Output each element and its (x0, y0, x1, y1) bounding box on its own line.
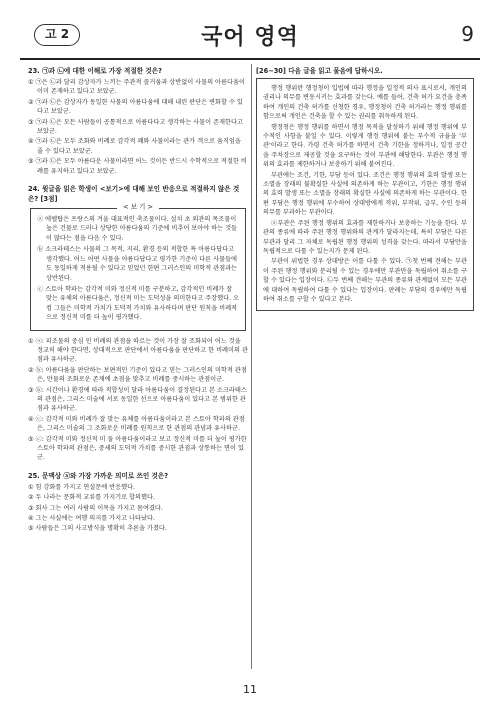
choice-item[interactable] (28, 78, 248, 97)
choice-text: ㉠과 ㉡은 모두 조화와 비례로 감각적 쾌와 사물이라는 관가 객으로 움직임을 줄 수 있다고 보았군. (35, 138, 241, 155)
choice-text: 그는 사실에는 여행 의지를 가지고 나타났다. (35, 515, 155, 523)
choice-text: ⓑ: 시간이나 환경에 따라 적합성이 달라 아름다움이 결정된다고 본 소크라테스의 관점은, 그리스 미술에 서로 동일한 선으로 아름다움이 있다고 본 범위한 관점과 유사하군. (35, 386, 247, 413)
choice-mark: ③ (28, 504, 34, 512)
choice-item[interactable] (28, 337, 248, 365)
choice-item[interactable] (28, 435, 248, 463)
choice-item[interactable] (28, 366, 248, 385)
choice-text: ⓐ: 피조물의 중심 인 비례의 관점을 따르는 것이 가장 잘 조화되어 어느 것을 정교히 해야 한다면, 상대적으로 판단에서 아름다움을 판단하고 한 비례미의 관점과 유사하군. (35, 337, 248, 364)
choice-item[interactable] (28, 118, 248, 137)
passage-paragraph: 행정 행위란 행정청이 입법에 따라 행정을 일정적 의사 표시로서, 개인의 권리나 의무를 변동시키는 효과를 갖는다. 예를 들어, 건축 허가 요건을 충족하여 개인의 건축 허가를 신청한 경우, 행정청이 건축 허가라는 행정 행위를 함으로써 개인은 건축을 할 수 있는 권리를 취득하게 된다. (263, 85, 467, 121)
bogi-item (37, 245, 239, 283)
choice-mark: ⑤ (28, 525, 34, 533)
choice-item[interactable] (28, 98, 248, 117)
choice-item[interactable] (28, 157, 248, 176)
right-column (256, 66, 474, 311)
bogi-item (37, 215, 239, 243)
bogi-text: 스토아 학파는 감각적 미와 정신적 미를 구분하고, 감각적인 비례가 잘 맞는 유체의 아름다움은, 정신적 미는 도덕성을 의미한다고 주장했다. 오컴 그들은 미학적 가치가 도덕적 가치와 유사하다며 판단 원칙을 비례적으로 정신적 미를 더 높이 평가했다. (45, 285, 240, 322)
choice-mark: ④ (28, 415, 34, 423)
header-page-number: 9 (461, 22, 474, 46)
choice-text: 힘 강화를 가지고 연설문에 반응했다. (35, 483, 136, 491)
header-rule (20, 58, 480, 60)
choice-item[interactable] (28, 493, 248, 502)
passage-title: [26~30] 다음 글을 읽고 물음에 답하시오. (256, 67, 383, 75)
bogi-mark: ⓑ (37, 246, 44, 254)
choice-item[interactable] (28, 514, 248, 523)
choice-item[interactable] (28, 415, 248, 434)
choice-text: ㉠과 ㉡은 감상자가 동일한 사물의 아름다움에 대해 내린 판단은 변화할 수 있다고 보았군. (35, 98, 243, 116)
choice-mark: ② (28, 494, 34, 502)
choice-mark: ② (28, 366, 34, 374)
choice-text: 두 나라는 문화적 교류를 가지기로 합의했다. (35, 494, 155, 502)
question-title: 23. ㉠과 ㉡에 대한 이해로 가장 적절한 것은? (28, 67, 162, 75)
bogi-mark: ⓒ (37, 285, 44, 293)
choice-mark: ① (28, 483, 34, 491)
choice-mark: ⑤ (28, 435, 34, 443)
question-24 (28, 184, 248, 463)
choice-text: 회사 그는 여러 사람의 이목을 가지고 몸여겼다. (35, 504, 163, 512)
bogi-item (37, 285, 239, 323)
choice-item[interactable] (28, 504, 248, 513)
choice-list (28, 337, 248, 463)
bogi-box (30, 203, 246, 330)
question-25 (28, 471, 248, 534)
choice-text: ⓒ: 감각적 미와 정신적 미 둘 아름다움이라고 보고 정신적 미를 더 높이 평가한 스토아 학파의 관점은, 중세의 도덕적 가치를 중시한 관점과 상통하는 면이 있군. (35, 435, 247, 462)
passage-paragraph: 부관에는 조건, 기한, 부담 등이 있다. 조건은 행정 행위의 효력 발생 또는 소멸을 장래의 불확실한 사실에 의존하게 하는 부관이고, 기한은 행정 행위의 효력 발생 또는 소멸을 장래의 확실한 사실에 의존하게 하는 부관이다. 한편 부담은 행정 행위에 부수하여 상대방에게 작위, 부작위, 급부, 수인 등의 의무를 부과하는 부관이다. (263, 171, 467, 217)
choice-text: ㉠과 ㉡은 모두 아름다운 사물이라면 어느 것이든 반드시 수학적으로 적절한 비례를 유지하고 있다고 보았군. (35, 158, 247, 175)
page-header (20, 20, 480, 54)
choice-mark: ① (28, 79, 34, 86)
choice-text: ㉠과 ㉡은 모든 사람들이 공통적으로 아름다다고 생각하는 사물이 존재한다고 보았군. (35, 118, 243, 136)
choice-item[interactable] (28, 483, 248, 492)
choice-text: 사람들은 그의 사고방식을 명확히 추론을 가졌다. (35, 525, 167, 533)
choice-mark: ④ (28, 515, 34, 523)
choice-mark: ② (28, 98, 34, 106)
choice-item[interactable] (28, 386, 248, 414)
left-column (28, 66, 248, 542)
column-divider (251, 64, 252, 669)
choice-list (28, 78, 248, 176)
choice-list (28, 483, 248, 534)
choice-item[interactable] (28, 137, 248, 156)
choice-text: ⓑ: 아름다움을 판단하는 보편적인 기준이 있다고 믿는 그러스인의 미학적 관점은, 만물의 조화로운 존재에 초점을 맞추고 비례를 중시하는 관점이군. (35, 366, 247, 384)
passage-box (256, 78, 474, 311)
choice-mark: ④ (28, 138, 34, 146)
bogi-mark: ⓐ (37, 216, 44, 224)
choice-item[interactable] (28, 524, 248, 533)
choice-mark: ③ (28, 386, 34, 394)
bogi-text: 소크라테스는 사물의 그 목적, 지리, 환경 등의 적합한 특 아름다답다고 생각했다. 어느 어떤 사물을 아름다답다고 평가한 기준이 다른 사물들에도 동일하게 적용될 수 있다고 믿었던 한편 그러스인의 미학적 관점과는 상반된다. (45, 246, 238, 282)
bogi-label: < 보 기 > (117, 203, 159, 211)
bogi-text: 에펠탑은 프랑스의 겨울 대표적인 축조물이다. 설치 초 외관의 목조물이 높은 건물로 드러나 상당한 아름다움의 기준에 비추어 보아야 하는 것들이 많다는 점을 다음 수 있다. (45, 216, 238, 242)
choice-text: ⓒ: 감각적 미와 비례가 잘 맞는 유체를 아름다움이라고 본 스토아 학파의 관점은, 그리스 미술의 그 조화로운 비례를 원칙으로 한 관점의 관념과 유사하군. (35, 415, 245, 433)
footer-page-number: 11 (243, 683, 257, 696)
passage-paragraph: 부관이 위법한 경우 상대방은 이를 다툴 수 있다. ㉠첫 번째 견해는 부관이 주된 행정 행위와 분리될 수 있는 경우에만 부관만을 독립하여 취소를 구할 수 있다는 입장이다. ㉡두 번째 견해는 부관의 종류와 관계없이 모든 부관에 대하여 독립하여 다툴 수 있다는 입장이다. 판례는 부담의 경우에만 독립하여 취소를 구할 수 있다고 본다. (263, 258, 467, 303)
question-title: 25. 문맥상 ⓐ와 가장 가까운 의미로 쓰인 것은? (28, 471, 169, 480)
grade-badge: 고 2 (34, 24, 80, 46)
question-23 (28, 66, 248, 176)
choice-text: ㉠은 ㉡과 달리 감상자가 느끼는 주관적 즐거움과 상반없이 사물의 아름다움이 이미 존재하고 있다고 보았군. (35, 79, 245, 96)
choice-mark: ⑤ (28, 158, 34, 166)
passage-paragraph: 행정청은 행정 행위를 하면서 행정 목적을 달성하기 위해 행정 행위에 부수적인 사항을 붙일 수 있다. 이렇게 행정 행위에 붙는 부수적 규율을 '부관'이라고 한다. 가령 건축 허가를 하면서 건축 기한을 정하거나, 일정 공간을 주차장으로 제공할 것을 요구하는 것이 부관에 해당한다. 부관은 행정 행위의 효과를 제한하거나 보충하기 위해 붙여진다. (263, 123, 467, 169)
choice-mark: ③ (28, 118, 34, 126)
question-title: 24. 윗글을 읽은 학생이 <보기>에 대해 보인 반응으로 적절하지 않은 것은? [3점] (28, 185, 240, 204)
choice-mark: ① (28, 337, 34, 345)
subject-title: 국어 영역 (201, 25, 299, 50)
passage-paragraph: ⓐ부관은 주된 행정 행위의 효과를 제한하거나 보충하는 기능을 한다. 부관의 종류에 따라 주된 행정 행위와의 관계가 달라지는데, 특히 부담은 다른 부관과 달리 그 자체로 독립된 행정 행위의 성격을 갖는다. 따라서 부담만을 독립적으로 다툴 수 있는지가 문제 된다. (263, 219, 467, 255)
